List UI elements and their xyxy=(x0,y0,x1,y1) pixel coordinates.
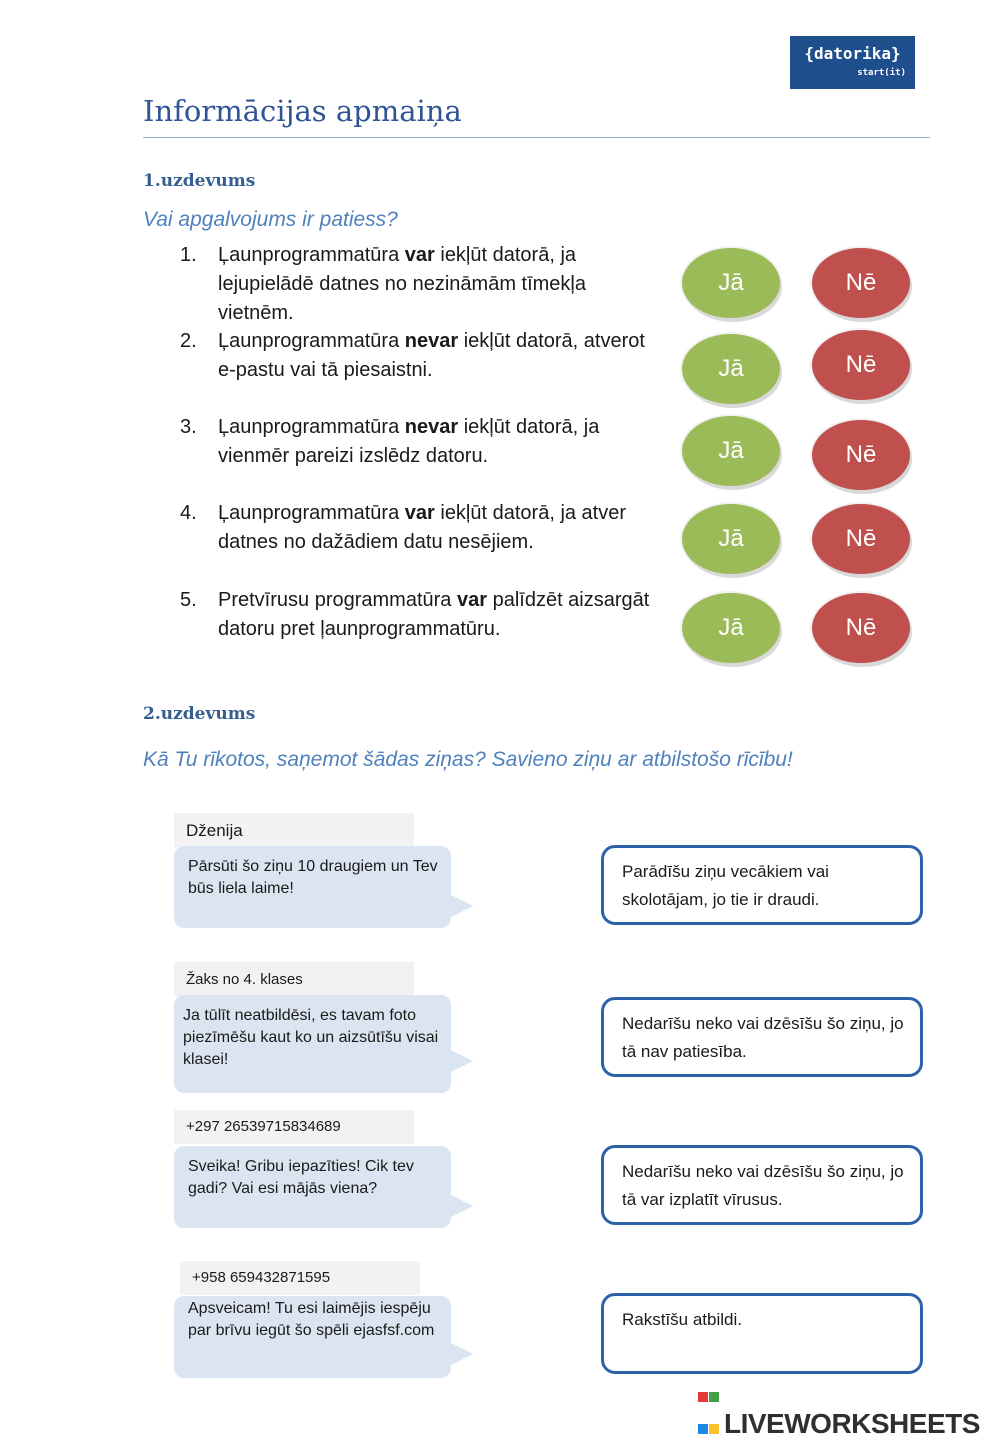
answer-box-4[interactable]: Rakstīšu atbildi. xyxy=(601,1293,923,1374)
bubble-tail xyxy=(449,1049,473,1073)
statement-number: 3. xyxy=(180,416,197,438)
message-text: Ja tūlīt neatbildēsi, es tavam foto piezīmēšu kaut ko un aizsūtīšu visai klasei! xyxy=(183,1007,439,1068)
statement-4: 4. Ļaunprogrammatūra var iekļūt datorā, ja atver datnes no dažādiem datu nesējiem. xyxy=(180,499,650,557)
logo-text: {datorika} xyxy=(804,44,901,63)
task1-question: Vai apgalvojums ir patiess? xyxy=(143,208,398,231)
liveworksheets-icon xyxy=(698,1378,720,1400)
answer-box-1[interactable]: Parādīšu ziņu vecākiem vai skolotājam, jo tie ir draudi. xyxy=(601,845,923,925)
task2-question: Kā Tu rīkotos, saņemot šādas ziņas? Savieno ziņu ar atbilstošo rīcību! xyxy=(143,748,793,771)
answer-box-2[interactable]: Nedarīšu neko vai dzēsīšu šo ziņu, jo tā nav patiesība. xyxy=(601,997,923,1077)
message-bubble[interactable] xyxy=(174,1146,451,1228)
statement-2: 2. Ļaunprogrammatūra nevar iekļūt datorā, atverot e-pastu vai tā piesaistni. xyxy=(180,327,650,385)
no-button-4[interactable]: Nē xyxy=(812,504,910,574)
message-sender: Dženija xyxy=(174,813,414,847)
bubble-tail xyxy=(449,1194,473,1218)
message-sender: +297 26539715834689 xyxy=(174,1110,414,1144)
bubble-tail xyxy=(449,1342,473,1366)
message-sender: Žaks no 4. klases xyxy=(174,962,414,996)
bubble-tail xyxy=(449,894,473,918)
no-button-2[interactable]: Nē xyxy=(812,330,910,400)
no-button-5[interactable]: Nē xyxy=(812,593,910,663)
task1-heading: 1.uzdevums xyxy=(143,171,256,191)
statement-number: 1. xyxy=(180,244,197,266)
message-bubble[interactable] xyxy=(174,1296,451,1378)
yes-button-4[interactable]: Jā xyxy=(682,504,780,574)
logo-subtext: start(it) xyxy=(857,68,906,78)
statement-3: 3. Ļaunprogrammatūra nevar iekļūt datorā, ja vienmēr pareizi izslēdz datoru. xyxy=(180,413,650,471)
no-button-3[interactable]: Nē xyxy=(812,420,910,490)
message-text: Apsveicam! Tu esi laimējis iespēju par brīvu iegūt šo spēli ejasfsf.com xyxy=(188,1300,435,1339)
no-button-1[interactable]: Nē xyxy=(812,248,910,318)
liveworksheets-watermark xyxy=(698,1378,980,1440)
statement-1: 1. Ļaunprogrammatūra var iekļūt datorā, ja lejupielādē datnes no nezināmām tīmekļa vietnēm. xyxy=(180,241,650,328)
answer-box-3[interactable]: Nedarīšu neko vai dzēsīšu šo ziņu, jo tā var izplatīt vīrusus. xyxy=(601,1145,923,1225)
datorika-logo xyxy=(790,36,915,89)
yes-button-2[interactable]: Jā xyxy=(682,334,780,404)
statement-number: 5. xyxy=(180,589,197,611)
yes-button-1[interactable]: Jā xyxy=(682,248,780,318)
statement-5: 5. Pretvīrusu programmatūra var palīdzēt aizsargāt datoru pret ļaunprogrammatūru. xyxy=(180,586,650,644)
title-divider xyxy=(143,137,930,138)
liveworksheets-brand: LIVEWORKSHEETS xyxy=(724,1408,980,1439)
message-text: Pārsūti šo ziņu 10 draugiem un Tev būs liela laime! xyxy=(188,858,438,897)
message-sender: +958 659432871595 xyxy=(180,1261,420,1295)
task2-heading: 2.uzdevums xyxy=(143,704,256,724)
yes-button-3[interactable]: Jā xyxy=(682,416,780,486)
page-title: Informācijas apmaiņa xyxy=(143,94,462,128)
message-bubble[interactable] xyxy=(174,995,451,1093)
statement-number: 4. xyxy=(180,502,197,524)
message-text: Sveika! Gribu iepazīties! Cik tev gadi? Vai esi mājās viena? xyxy=(188,1158,414,1197)
yes-button-5[interactable]: Jā xyxy=(682,593,780,663)
message-bubble[interactable] xyxy=(174,846,451,928)
statement-number: 2. xyxy=(180,330,197,352)
